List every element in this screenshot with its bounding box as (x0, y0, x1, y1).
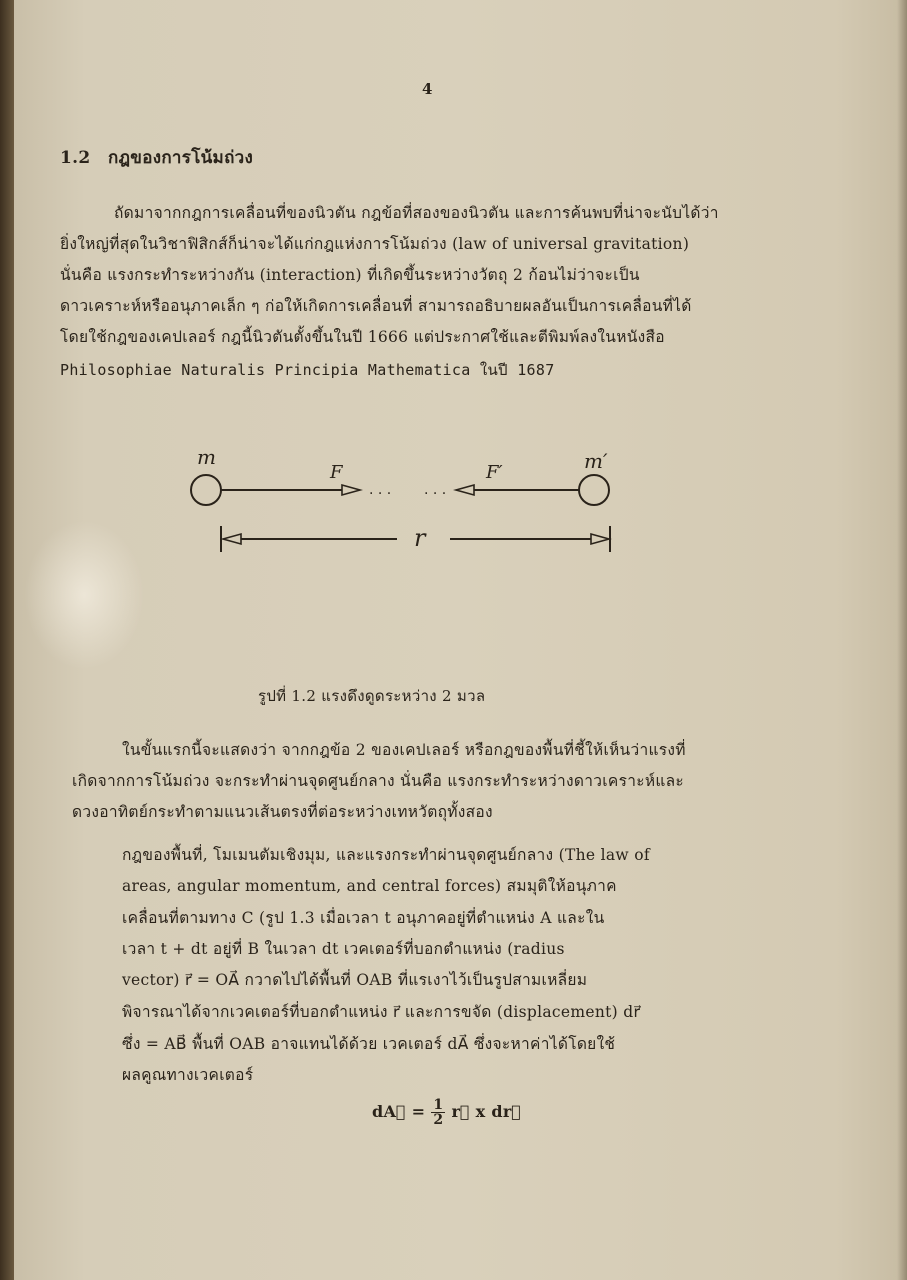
mass-m-prime-label: m′ (584, 449, 608, 473)
dotted-gap-1: . . . (369, 482, 392, 498)
paragraph-3-line-8: ผลคูณทางเวคเตอร์ (122, 1066, 254, 1084)
force-f-arrowhead (342, 485, 360, 495)
force-f-label: F (330, 462, 343, 483)
figure-caption: รูปที่ 1.2 แรงดึงดูดระหว่าง 2 มวล (258, 687, 486, 705)
section-title: กฎของการโน้มถ่วง (108, 148, 254, 168)
paragraph-1-line-2: ยิ่งใหญ่ที่สุดในวิชาฟิสิกส์ก็น่าจะได้แก่กฎแห่งการโน้มถ่วง (law of universal gravitation) (60, 235, 690, 253)
paper-glare (24, 520, 144, 670)
paragraph-1-line-6: Philosophiae Naturalis Principia Mathematica ในปี 1687 (60, 361, 555, 379)
paragraph-1-line-4: ดาวเคราะห์หรืออนุภาคเล็ก ๆ ก่อให้เกิดการเคลื่อนที่ สามารถอธิบายผลอันเป็นการเคลื่อนที่ได้ (60, 297, 692, 315)
book-binding-edge (0, 0, 14, 1280)
paragraph-1-line-3: นั่นคือ แรงกระทำระหว่างกัน (interaction) ที่เกิดขึ้นระหว่างวัตถุ 2 ก้อนไม่ว่าจะเป็น (60, 266, 640, 284)
section-number: 1.2 (60, 148, 91, 168)
fraction-denominator: 2 (433, 1112, 444, 1128)
paragraph-3-line-6: พิจารณาได้จากเวคเตอร์ที่บอกตำแหน่ง r⃗ และการขจัด (displacement) dr⃗ (122, 1003, 641, 1021)
formula-rhs: r⃗ x dr⃗ (451, 1102, 522, 1121)
paragraph-2-line-2: เกิดจากการโน้มถ่วง จะกระทำผ่านจุดศูนย์กลาง นั่นคือ แรงกระทำระหว่างดาวเคราะห์และ (72, 772, 685, 790)
mass-m-label: m (197, 445, 216, 469)
formula-lhs: dA⃗ = (372, 1102, 426, 1121)
paragraph-2-line-1: ในขั้นแรกนี้จะแสดงว่า จากกฎข้อ 2 ของเคปเลอร์ หรือกฎของพื้นที่ชี้ให้เห็นว่าแรงที่ (122, 741, 686, 759)
paragraph-3-line-7: ซึ่ง = AB⃗ พื้นที่ OAB อาจแทนได้ด้วย เวคเตอร์ dA⃗ ซึ่งจะหาค่าได้โดยใช้ (122, 1035, 616, 1053)
paragraph-3-line-1: กฎของพื้นที่, โมเมนตัมเชิงมุม, และแรงกระทำผ่านจุดศูนย์กลาง (The law of (122, 846, 650, 864)
paragraph-2-line-3: ดวงอาทิตย์กระทำตามแนวเส้นตรงที่ต่อระหว่างเทหวัตถุทั้งสอง (72, 803, 493, 821)
page-number: 4 (422, 80, 433, 98)
paragraph-3-line-2: areas, angular momentum, and central forces) สมมุติให้อนุภาค (122, 877, 617, 895)
mass-m-circle (191, 475, 221, 505)
section-heading (60, 144, 253, 171)
distance-left-arrowhead (223, 534, 241, 544)
paragraph-3-line-3: เคลื่อนที่ตามทาง C (รูป 1.3 เมื่อเวลา t อนุภาคอยู่ที่ตำแหน่ง A และใน (122, 909, 605, 927)
force-f-prime-arrowhead (456, 485, 474, 495)
paragraph-3-line-4: เวลา t + dt อยู่ที่ B ในเวลา dt เวคเตอร์ที่บอกตำแหน่ง (radius (122, 940, 565, 958)
mass-m-prime-circle (579, 475, 609, 505)
formula-fraction (431, 1098, 445, 1127)
page-shadow (897, 0, 907, 1280)
document-page (14, 0, 907, 1280)
force-f-prime-label: F′ (486, 462, 503, 483)
fraction-numerator: 1 (433, 1097, 444, 1113)
paragraph-3-line-5: vector) r⃗ = OA⃗ กวาดไปได้พื้นที่ OAB ที่แรเงาไว้เป็นรูปสามเหลี่ยม (122, 971, 588, 989)
vector-area-formula (372, 1098, 521, 1127)
two-mass-figure (164, 440, 664, 570)
paragraph-1-line-5: โดยใช้กฎของเคปเลอร์ กฎนี้นิวตันตั้งขึ้นในปี 1666 แต่ประกาศใช้และตีพิมพ์ลงในหนังสือ (60, 328, 665, 346)
paragraph-1-line-1: ถัดมาจากกฎการเคลื่อนที่ของนิวตัน กฎข้อที่สองของนิวตัน และการค้นพบที่น่าจะนับได้ว่า (114, 204, 719, 222)
dotted-gap-2: . . . (424, 482, 447, 498)
distance-r-label: r (414, 524, 426, 552)
distance-right-arrowhead (591, 534, 609, 544)
